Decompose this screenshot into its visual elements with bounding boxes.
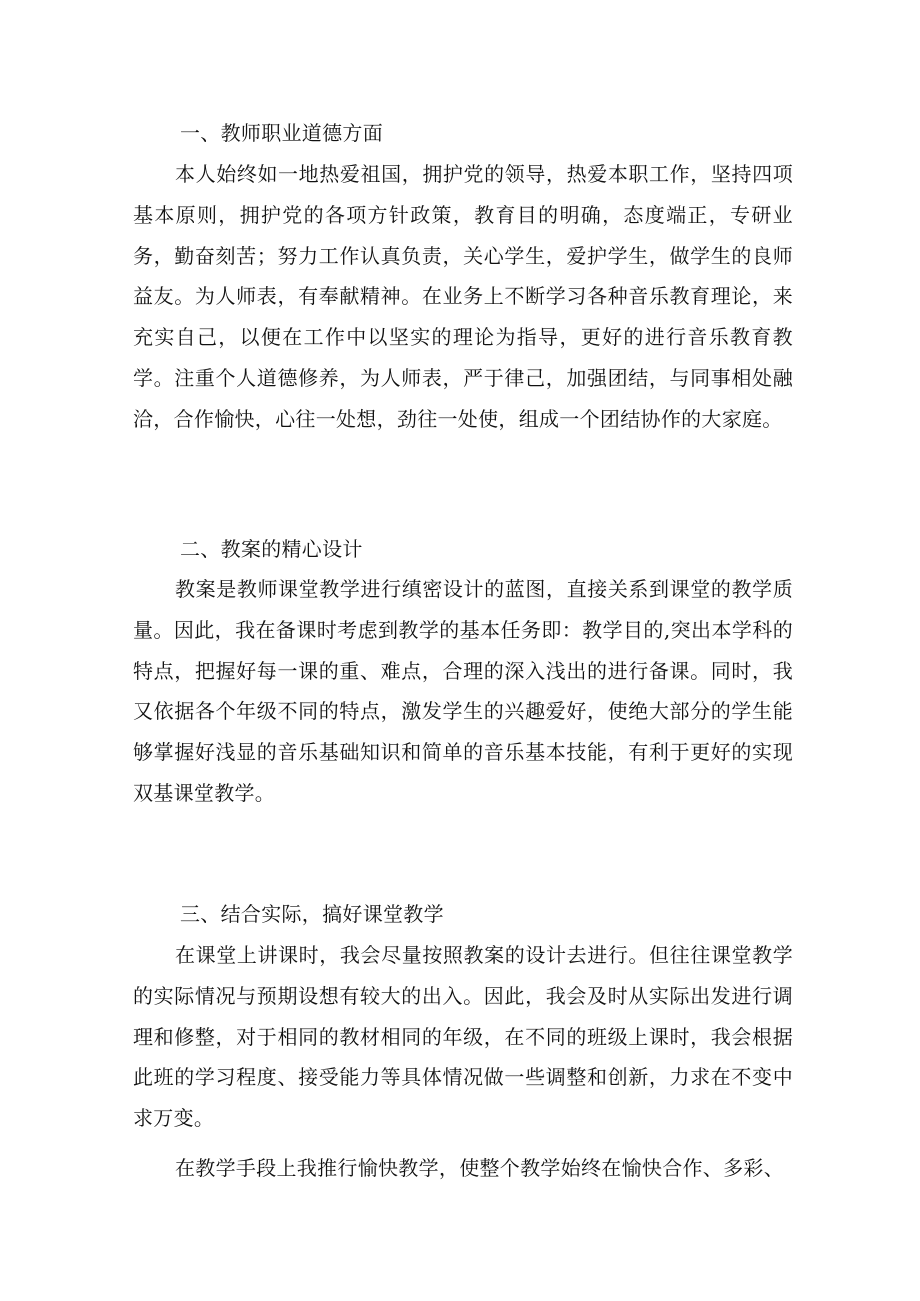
section-heading-3: 三、结合实际，搞好课堂教学: [180, 902, 444, 926]
section-2-paragraph: 教案是教师课堂教学进行缜密设计的蓝图，直接关系到课堂的教学质量。因此，我在备课时考虑到教学的基本任务即：教学目的,突出本学科的特点，把握好每一课的重、难点，合理的深入浅出的进行备课。同时，我又依据各个年级不同的特点，激发学生的兴趣爱好，使绝大部分的学生能够掌握好浅显的音乐基础知识和简单的音乐基本技能，有利于更好的实现双基课堂教学。: [133, 577, 793, 805]
section-3-paragraph-1: 在课堂上讲课时，我会尽量按照教案的设计去进行。但往往课堂教学的实际情况与预期设想有较大的出入。因此，我会及时从实际出发进行调理和修整，对于相同的教材相同的年级，在不同的班级上课时，我会根据此班的学习程度、接受能力等具体情况做一些调整和创新，力求在不变中求万变。: [133, 943, 793, 1131]
section-heading-1: 一、教师职业道德方面: [180, 121, 383, 145]
section-heading-2: 二、教案的精心设计: [180, 537, 363, 561]
section-1-paragraph: 本人始终如一地热爱祖国，拥护党的领导，热爱本职工作，坚持四项基本原则，拥护党的各项方针政策，教育目的明确，态度端正，专研业务，勤奋刻苦；努力工作认真负责，关心学生，爱护学生，做学生的良师益友。为人师表，有奉献精神。在业务上不断学习各种音乐教育理论，来充实自己，以便在工作中以坚实的理论为指导，更好的进行音乐教育教学。注重个人道德修养，为人师表，严于律己，加强团结，与同事相处融洽，合作愉快，心往一处想，劲往一处使，组成一个团结协作的大家庭。: [133, 162, 793, 431]
section-3-paragraph-2: 在教学手段上我推行愉快教学，使整个教学始终在愉快合作、多彩、: [175, 1156, 784, 1180]
